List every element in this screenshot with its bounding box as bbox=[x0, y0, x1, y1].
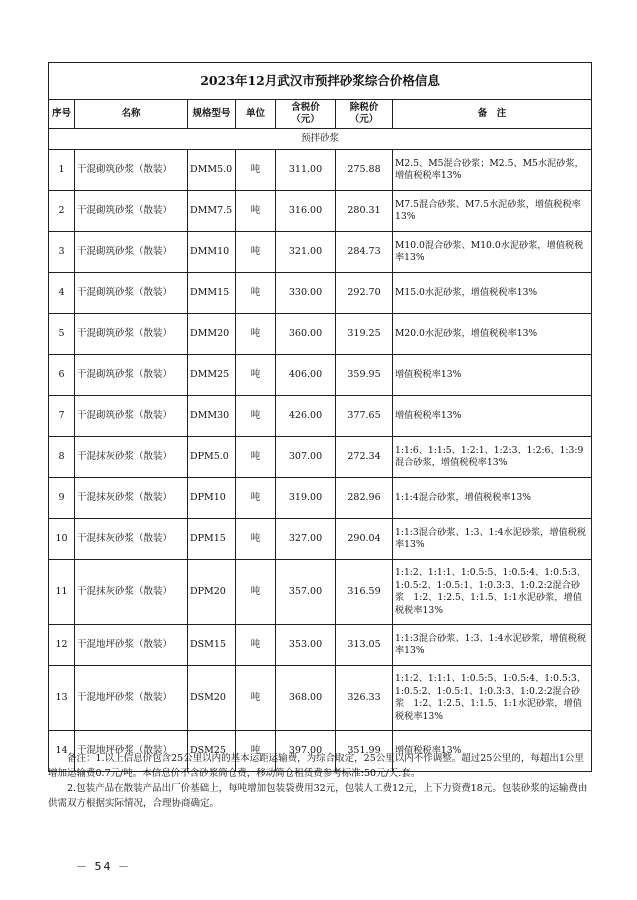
row-tax-price: 397.00 bbox=[276, 731, 336, 772]
row-note: 1:1:3混合砂浆、1:3、1:4水泥砂浆，增值税税率13% bbox=[393, 519, 592, 560]
row-note: M20.0水泥砂浆，增值税税率13% bbox=[393, 314, 592, 355]
row-note: 1:1:6、1:1:5、1:2:1、1:2:3、1:2:6、1:3:9混合砂浆，增值税税率13% bbox=[393, 437, 592, 478]
row-note: 1:1:2、1:1:1、1:0.5:5、1:0.5:4、1:0.5:3、1:0.5:2、1:0.5:1、1:0.3:3、1:0.2:2混合砂浆 1:2、1:2.5、1:1.5、1:1水泥砂浆，增值税税率13% bbox=[393, 666, 592, 731]
row-number: 13 bbox=[49, 666, 75, 731]
row-unit: 吨 bbox=[236, 191, 276, 232]
row-spec: DPM10 bbox=[188, 478, 236, 519]
header-name: 名称 bbox=[75, 100, 188, 129]
row-name: 干混抹灰砂浆（散装） bbox=[75, 437, 188, 478]
row-notax-price: 292.70 bbox=[336, 273, 393, 314]
table-row bbox=[49, 273, 592, 314]
table-row bbox=[49, 150, 592, 191]
row-name: 干混地坪砂浆（散装） bbox=[75, 731, 188, 772]
row-unit: 吨 bbox=[236, 314, 276, 355]
row-number: 11 bbox=[49, 560, 75, 625]
table-body bbox=[49, 150, 592, 772]
row-spec: DPM20 bbox=[188, 560, 236, 625]
price-table-sheet bbox=[48, 62, 591, 772]
row-note: M2.5、M5混合砂浆；M2.5、M5水泥砂浆，增值税税率13% bbox=[393, 150, 592, 191]
row-notax-price: 359.95 bbox=[336, 355, 393, 396]
row-unit: 吨 bbox=[236, 666, 276, 731]
header-notax-price: 除税价 （元） bbox=[336, 100, 393, 129]
row-tax-price: 353.00 bbox=[276, 625, 336, 666]
table-row bbox=[49, 437, 592, 478]
row-number: 8 bbox=[49, 437, 75, 478]
row-tax-price: 360.00 bbox=[276, 314, 336, 355]
row-number: 14 bbox=[49, 731, 75, 772]
row-name: 干混砌筑砂浆（散装） bbox=[75, 396, 188, 437]
row-spec: DMM7.5 bbox=[188, 191, 236, 232]
row-unit: 吨 bbox=[236, 560, 276, 625]
row-name: 干混砌筑砂浆（散装） bbox=[75, 355, 188, 396]
row-spec: DMM10 bbox=[188, 232, 236, 273]
row-number: 10 bbox=[49, 519, 75, 560]
header-spec: 规格型号 bbox=[188, 100, 236, 129]
row-unit: 吨 bbox=[236, 625, 276, 666]
row-unit: 吨 bbox=[236, 478, 276, 519]
row-spec: DMM20 bbox=[188, 314, 236, 355]
table-row bbox=[49, 560, 592, 625]
section-label: 预拌砂浆 bbox=[49, 129, 592, 150]
row-spec: DMM30 bbox=[188, 396, 236, 437]
row-tax-price: 307.00 bbox=[276, 437, 336, 478]
row-number: 7 bbox=[49, 396, 75, 437]
row-unit: 吨 bbox=[236, 355, 276, 396]
row-unit: 吨 bbox=[236, 437, 276, 478]
row-tax-price: 330.00 bbox=[276, 273, 336, 314]
header-unit: 单位 bbox=[236, 100, 276, 129]
row-tax-price: 406.00 bbox=[276, 355, 336, 396]
row-number: 4 bbox=[49, 273, 75, 314]
footnote-2: 2.包装产品在散装产品出厂价基础上，每吨增加包装袋费用32元，包装人工费12元，上下力资费18元。包装砂浆的运输费由供需双方根据实际情况，合理协商确定。 bbox=[48, 783, 588, 809]
row-unit: 吨 bbox=[236, 731, 276, 772]
row-notax-price: 282.96 bbox=[336, 478, 393, 519]
row-notax-price: 316.59 bbox=[336, 560, 393, 625]
header-no: 序号 bbox=[49, 100, 75, 129]
header-note: 备 注 bbox=[393, 100, 592, 129]
row-spec: DSM20 bbox=[188, 666, 236, 731]
row-name: 干混砌筑砂浆（散装） bbox=[75, 232, 188, 273]
row-name: 干混地坪砂浆（散装） bbox=[75, 625, 188, 666]
table-row bbox=[49, 666, 592, 731]
row-name: 干混抹灰砂浆（散装） bbox=[75, 478, 188, 519]
row-note: 1:1:2、1:1:1、1:0.5:5、1:0.5:4、1:0.5:3、1:0.5:2、1:0.5:1、1:0.3:3、1:0.2:2混合砂浆 1:2、1:2.5、1:1.5、1:1水泥砂浆，增值税税率13% bbox=[393, 560, 592, 625]
row-name: 干混砌筑砂浆（散装） bbox=[75, 150, 188, 191]
row-note: 增值税税率13% bbox=[393, 396, 592, 437]
row-notax-price: 272.34 bbox=[336, 437, 393, 478]
row-notax-price: 319.25 bbox=[336, 314, 393, 355]
row-tax-price: 357.00 bbox=[276, 560, 336, 625]
row-note: 增值税税率13% bbox=[393, 731, 592, 772]
row-spec: DMM25 bbox=[188, 355, 236, 396]
row-note: 1:1:3混合砂浆、1:3、1:4水泥砂浆，增值税税率13% bbox=[393, 625, 592, 666]
row-unit: 吨 bbox=[236, 232, 276, 273]
table-row bbox=[49, 232, 592, 273]
row-tax-price: 327.00 bbox=[276, 519, 336, 560]
row-notax-price: 313.05 bbox=[336, 625, 393, 666]
row-spec: DPM5.0 bbox=[188, 437, 236, 478]
row-name: 干混抹灰砂浆（散装） bbox=[75, 560, 188, 625]
footnote-1: 备注：1.以上信息价包含25公里以内的基本运距运输费，为综合取定，25公里以内不作调整。超过25公里的，每超出1公里增加运输费0.7元/吨。本信息价不含砂浆筒仓费，移动筒仓租赁费参考标准:50元/天.套。 bbox=[48, 753, 584, 779]
row-tax-price: 368.00 bbox=[276, 666, 336, 731]
price-table bbox=[48, 62, 592, 772]
row-name: 干混砌筑砂浆（散装） bbox=[75, 273, 188, 314]
row-unit: 吨 bbox=[236, 396, 276, 437]
row-notax-price: 290.04 bbox=[336, 519, 393, 560]
row-note: 1:1:4混合砂浆，增值税税率13% bbox=[393, 478, 592, 519]
row-tax-price: 311.00 bbox=[276, 150, 336, 191]
row-notax-price: 284.73 bbox=[336, 232, 393, 273]
table-row bbox=[49, 396, 592, 437]
row-notax-price: 275.88 bbox=[336, 150, 393, 191]
row-number: 1 bbox=[49, 150, 75, 191]
row-name: 干混砌筑砂浆（散装） bbox=[75, 191, 188, 232]
row-number: 5 bbox=[49, 314, 75, 355]
row-name: 干混砌筑砂浆（散装） bbox=[75, 314, 188, 355]
row-spec: DSM15 bbox=[188, 625, 236, 666]
table-row bbox=[49, 314, 592, 355]
row-number: 3 bbox=[49, 232, 75, 273]
row-name: 干混地坪砂浆（散装） bbox=[75, 666, 188, 731]
row-number: 9 bbox=[49, 478, 75, 519]
row-unit: 吨 bbox=[236, 519, 276, 560]
row-note: M7.5混合砂浆、M7.5水泥砂浆，增值税税率13% bbox=[393, 191, 592, 232]
row-name: 干混抹灰砂浆（散装） bbox=[75, 519, 188, 560]
row-tax-price: 321.00 bbox=[276, 232, 336, 273]
row-notax-price: 326.33 bbox=[336, 666, 393, 731]
page-number: － 54 － bbox=[76, 860, 131, 873]
row-number: 6 bbox=[49, 355, 75, 396]
row-number: 12 bbox=[49, 625, 75, 666]
row-notax-price: 377.65 bbox=[336, 396, 393, 437]
row-spec: DMM5.0 bbox=[188, 150, 236, 191]
row-note: M15.0水泥砂浆，增值税税率13% bbox=[393, 273, 592, 314]
row-spec: DPM15 bbox=[188, 519, 236, 560]
footnotes bbox=[48, 751, 591, 811]
header-tax-price: 含税价 （元） bbox=[276, 100, 336, 129]
row-tax-price: 426.00 bbox=[276, 396, 336, 437]
table-row bbox=[49, 625, 592, 666]
row-note: 增值税税率13% bbox=[393, 355, 592, 396]
row-tax-price: 319.00 bbox=[276, 478, 336, 519]
row-spec: DSM25 bbox=[188, 731, 236, 772]
row-tax-price: 316.00 bbox=[276, 191, 336, 232]
row-number: 2 bbox=[49, 191, 75, 232]
table-row bbox=[49, 478, 592, 519]
row-note: M10.0混合砂浆、M10.0水泥砂浆，增值税税率13% bbox=[393, 232, 592, 273]
row-unit: 吨 bbox=[236, 150, 276, 191]
row-spec: DMM15 bbox=[188, 273, 236, 314]
header-row bbox=[49, 100, 592, 129]
table-row bbox=[49, 355, 592, 396]
row-notax-price: 280.31 bbox=[336, 191, 393, 232]
row-unit: 吨 bbox=[236, 273, 276, 314]
row-notax-price: 351.99 bbox=[336, 731, 393, 772]
table-row bbox=[49, 191, 592, 232]
table-row bbox=[49, 519, 592, 560]
table-title: 2023年12月武汉市预拌砂浆综合价格信息 bbox=[49, 63, 592, 100]
